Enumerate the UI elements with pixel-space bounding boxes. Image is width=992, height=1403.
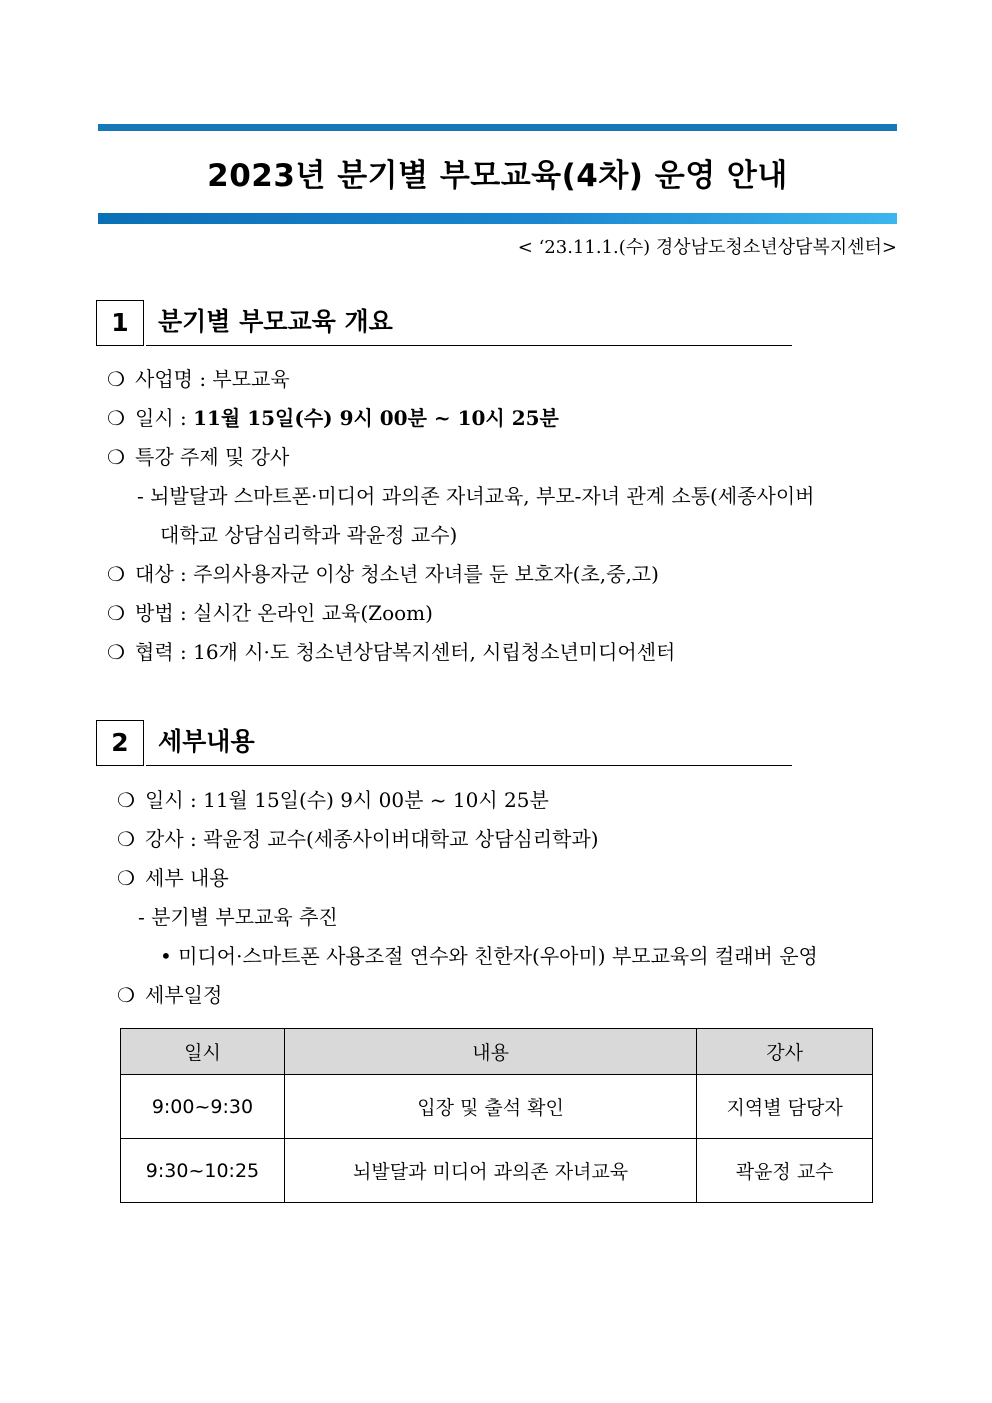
item-label: 협력 : — [135, 640, 194, 664]
list-item-target — [107, 560, 659, 588]
detail-item-schedule — [117, 981, 222, 1009]
section-underline — [146, 345, 792, 346]
cell-lecturer: 곽윤정 교수 — [697, 1139, 873, 1203]
content-sub-dash: - 분기별 부모교육 추진 — [138, 905, 338, 929]
cell-content: 입장 및 출석 확인 — [284, 1075, 696, 1139]
lecture-detail-line-1: - 뇌발달과 스마트폰·미디어 과의존 자녀교육, 부모-자녀 관계 소통(세종사이버 — [137, 484, 815, 508]
circle-bullet-icon: ❍ — [117, 827, 135, 851]
header-content: 내용 — [284, 1029, 696, 1075]
header-time: 일시 — [121, 1029, 285, 1075]
item-value: 부모교육 — [212, 367, 290, 391]
issue-date-line: < ‘23.11.1.(수) 경상남도청소년상담복지센터> — [517, 237, 897, 258]
item-text: 세부일정 — [145, 983, 223, 1007]
item-label: 일시 : — [135, 406, 194, 430]
item-text: 강사 : 곽윤정 교수(세종사이버대학교 상담심리학과) — [145, 827, 599, 851]
section-underline — [146, 765, 792, 766]
circle-bullet-icon: ❍ — [117, 866, 135, 890]
cell-lecturer: 지역별 담당자 — [697, 1075, 873, 1139]
detail-item-lecturer — [117, 825, 599, 853]
item-text: 일시 : 11월 15일(수) 9시 00분 ~ 10시 25분 — [145, 788, 549, 812]
item-text: 세부 내용 — [145, 866, 229, 890]
list-item-datetime — [107, 404, 559, 432]
section-title: 분기별 부모교육 개요 — [158, 307, 393, 336]
table-row — [121, 1075, 873, 1139]
document-title: 2023년 분기별 부모교육(4차) 운영 안내 — [207, 158, 788, 194]
item-label: 특강 주제 및 강사 — [135, 445, 290, 469]
item-label: 사업명 : — [135, 367, 213, 391]
table-header-row — [121, 1029, 873, 1075]
detail-item-content — [117, 864, 229, 892]
circle-bullet-icon: ❍ — [107, 640, 125, 664]
circle-bullet-icon: ❍ — [107, 367, 125, 391]
section-1-header — [96, 300, 792, 348]
title-top-rule — [98, 124, 897, 131]
item-value: 실시간 온라인 교육(Zoom) — [193, 601, 433, 625]
section-number: 1 — [96, 300, 144, 346]
circle-bullet-icon: ❍ — [117, 983, 135, 1007]
detail-item-datetime — [117, 786, 549, 814]
list-item-lecture — [107, 443, 289, 471]
item-value: 16개 시·도 청소년상담복지센터, 시립청소년미디어센터 — [193, 640, 676, 664]
item-label: 대상 : — [135, 562, 194, 586]
cell-time: 9:30~10:25 — [121, 1139, 285, 1203]
circle-bullet-icon: ❍ — [107, 601, 125, 625]
item-value: 11월 15일(수) 9시 00분 ~ 10시 25분 — [193, 406, 559, 430]
section-2-header — [96, 720, 792, 768]
header-lecturer: 강사 — [697, 1029, 873, 1075]
schedule-table — [120, 1028, 873, 1203]
circle-bullet-icon: ❍ — [117, 788, 135, 812]
content-sub-dot: • 미디어·스마트폰 사용조절 연수와 친한자(우아미) 부모교육의 컬래버 운영 — [160, 944, 818, 968]
list-item-method — [107, 599, 433, 627]
circle-bullet-icon: ❍ — [107, 562, 125, 586]
circle-bullet-icon: ❍ — [107, 406, 125, 430]
circle-bullet-icon: ❍ — [107, 445, 125, 469]
section-title: 세부내용 — [158, 727, 255, 756]
table-row — [121, 1139, 873, 1203]
item-value: 주의사용자군 이상 청소년 자녀를 둔 보호자(초,중,고) — [193, 562, 659, 586]
item-label: 방법 : — [135, 601, 194, 625]
title-bottom-rule — [98, 213, 897, 224]
lecture-detail-line-2: 대학교 상담심리학과 곽윤정 교수) — [160, 523, 458, 547]
cell-content: 뇌발달과 미디어 과의존 자녀교육 — [284, 1139, 696, 1203]
list-item-cooperation — [107, 638, 675, 666]
cell-time: 9:00~9:30 — [121, 1075, 285, 1139]
list-item-program-name — [107, 365, 290, 393]
section-number: 2 — [96, 720, 144, 766]
